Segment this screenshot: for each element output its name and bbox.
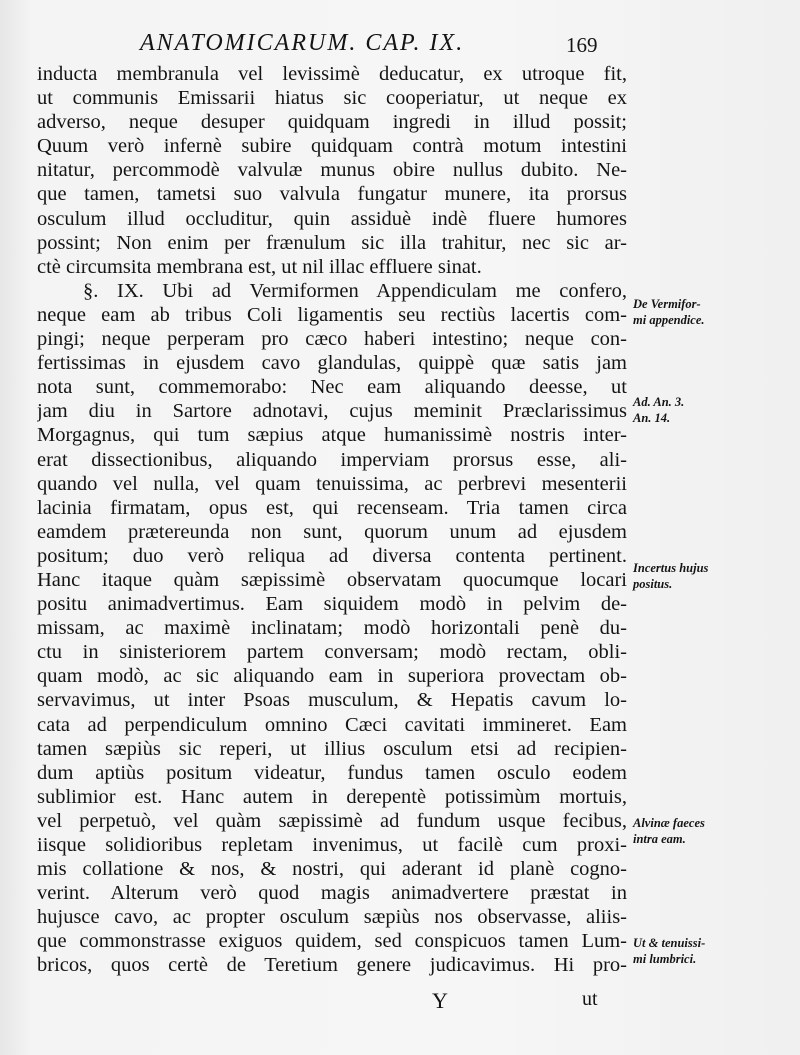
text-line: quando vel nulla, vel quam tenuissima, ac perbrevi mesenterii bbox=[37, 472, 627, 495]
margin-note-reference bbox=[633, 394, 793, 426]
text-line: erat dissectionibus, aliquando imperviam prorsus esse, ali- bbox=[37, 448, 627, 471]
body-text bbox=[37, 62, 627, 978]
section-heading-line: §. IX. Ubi ad Vermiformen Appendiculam me confero, bbox=[83, 279, 627, 302]
text-line: bricos, quos certè de Teretium genere judicavimus. Hi pro- bbox=[37, 954, 627, 977]
text-line: eamdem prætereunda non sunt, quorum unum ad ejusdem bbox=[37, 520, 627, 543]
catchword: ut bbox=[582, 988, 598, 1010]
text-line: quam modò, ac sic aliquando eam in superiora provectam ob- bbox=[37, 665, 627, 688]
margin-note-line: mi appendice. bbox=[633, 313, 705, 327]
running-head: ANATOMICARUM. CAP. IX. bbox=[140, 30, 465, 56]
margin-note-line: Ad. An. 3. bbox=[633, 395, 685, 409]
text-line: positu animadvertimus. Eam siquidem modò in pelvim de- bbox=[37, 593, 627, 616]
text-line: lacinia firmatam, opus est, qui recenseam. Tria tamen circa bbox=[37, 496, 627, 519]
text-line: iisque solidioribus repletam invenimus, ut facilè cum proxi- bbox=[37, 834, 627, 856]
text-line: positum; duo verò reliqua ad diversa contenta pertinent. bbox=[37, 544, 627, 567]
text-line: tamen sæpiùs sic reperi, ut illius osculum etsi ad recipien- bbox=[37, 737, 627, 760]
margin-note-position bbox=[633, 560, 793, 592]
margin-note-line: intra eam. bbox=[633, 832, 686, 846]
text-line: dum aptiùs positum videatur, fundus tamen osculo eodem bbox=[37, 761, 627, 784]
margin-note-vermiform-appendix bbox=[633, 296, 793, 328]
text-line: que tamen, tametsi suo valvula fungatur munere, ita prorsus bbox=[37, 183, 627, 206]
text-line: Morgagnus, qui tum sæpius atque humanissimè nostris inter- bbox=[37, 424, 627, 447]
text-line: osculum illud occluditur, quin assiduè indè fluere humores bbox=[37, 207, 627, 230]
text-line: que commonstrasse exiguos quidem, sed conspicuos tamen Lum- bbox=[37, 930, 627, 953]
page-number: 169 bbox=[566, 33, 598, 57]
margin-note-faeces bbox=[633, 815, 793, 847]
text-line: jam diu in Sartore adnotavi, cujus meminit Præclarissimus bbox=[37, 400, 627, 423]
text-line: inducta membranula vel levissimè deducatur, ex utroque fit, bbox=[37, 63, 627, 85]
margin-note-line: positus. bbox=[633, 577, 673, 591]
margin-note-line: mi lumbrici. bbox=[633, 952, 697, 966]
text-line: ut communis Emissarii hiatus sic cooperiatur, ut neque ex bbox=[37, 87, 627, 110]
margin-note-line: Alvinæ faeces bbox=[633, 816, 705, 830]
text-line: servavimus, ut inter Psoas musculum, & Hepatis cavum lo- bbox=[37, 689, 627, 712]
text-line: verint. Alterum verò quod magis animadvertere præstat in bbox=[37, 882, 627, 905]
text-line: ctè circumsita membrana est, ut nil illac effluere sinat. bbox=[37, 255, 482, 278]
text-line: ctu in sinisteriorem partem conversam; modò rectam, obli- bbox=[37, 641, 627, 664]
margin-note-line: Incertus hujus bbox=[633, 561, 709, 575]
text-line: adverso, neque desuper quidquam ingredi in illud possit; bbox=[37, 111, 627, 134]
text-line: missam, ac maximè inclinatam; modò horizontali penè du- bbox=[37, 617, 627, 640]
margin-note-line: De Vermifor- bbox=[633, 297, 701, 311]
text-line: pingi; neque perperam pro cæco haberi intestino; neque con- bbox=[37, 328, 627, 351]
text-line: sublimior est. Hanc autem in derepentè potissimùm mortuis, bbox=[37, 785, 627, 808]
text-line: hujusce cavo, ac propter osculum sæpiùs nos observasse, aliis- bbox=[37, 906, 627, 929]
margin-note-line: Ut & tenuissi- bbox=[633, 936, 706, 950]
text-line: nitatur, percommodè valvulæ munus obire nullus dubito. Ne- bbox=[37, 159, 627, 182]
text-line: Quum verò infernè subire quidquam contrà motum intestini bbox=[37, 135, 627, 158]
text-line: neque eam ab tribus Coli ligamentis seu rectiùs lacertis com- bbox=[37, 303, 627, 326]
margin-note-lumbrici bbox=[633, 935, 793, 967]
margin-note-line: An. 14. bbox=[633, 411, 671, 425]
text-line: Hanc itaque quàm sæpissimè observatam quocumque locari bbox=[37, 568, 627, 591]
text-line: possint; Non enim per frænulum sic illa trahitur, nec sic ar- bbox=[37, 231, 627, 254]
text-line: mis collatione & nos, & nostri, qui aderant id planè cogno- bbox=[37, 858, 627, 881]
text-line: cata ad perpendiculum omnino Cæci cavitati immineret. Eam bbox=[37, 713, 627, 736]
text-line: nota sunt, commemorabo: Nec eam aliquando deesse, ut bbox=[37, 376, 627, 399]
text-line: fertissimas in ejusdem cavo glandulas, quippè quæ satis jam bbox=[37, 352, 627, 375]
signature-mark: Y bbox=[432, 988, 448, 1013]
text-line: vel perpetuò, vel quàm sæpissimè ad fundum usque fecibus, bbox=[37, 809, 627, 832]
